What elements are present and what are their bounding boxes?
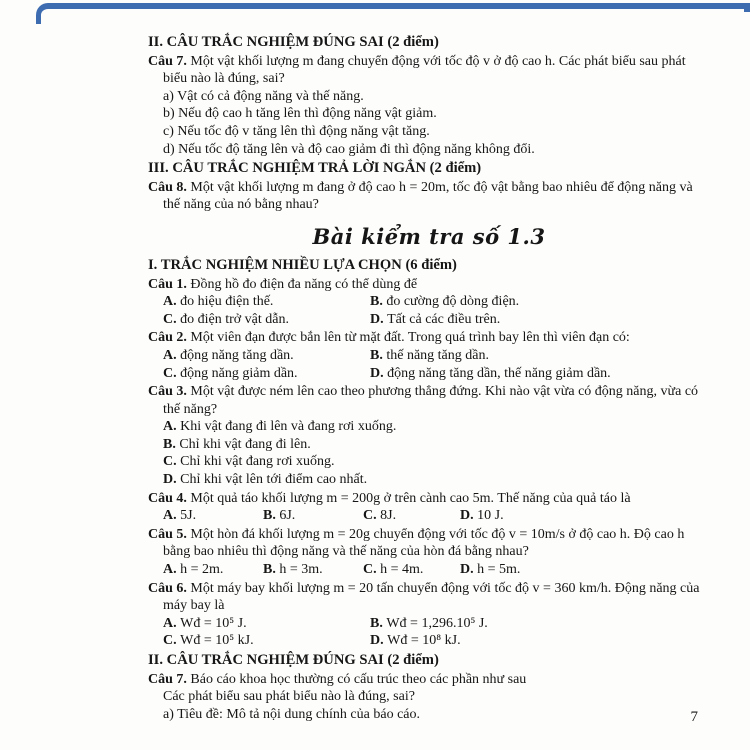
- question: Câu 3. Một vật được ném lên cao theo phương thẳng đứng. Khi nào vật vừa có động năng, vừa có thế năng?: [148, 384, 699, 417]
- option: C. đo điện trở vật dẫn.: [163, 311, 290, 327]
- options-row: [163, 347, 710, 382]
- book-cover-edge-right: [744, 3, 750, 12]
- question: Câu 8. Một vật khối lượng m đang ở độ cao h = 20m, tốc độ vật bằng bao nhiêu để động năng và thế năng của nó bằng nhau?: [148, 179, 693, 213]
- option: B. Wđ = 1,296.10⁵ J.: [370, 615, 488, 631]
- question: Câu 5. Một hòn đá khối lượng m = 20g chuyển động với tốc độ v = 10m/s ở độ cao h. Độ cao h bằng bao nhiêu thì động năng và thế năng của hòn đá bằng nhau?: [148, 526, 685, 560]
- statement-line: Các phát biểu sau phát biểu nào là đúng, sai?: [163, 689, 415, 705]
- option-label: A.: [163, 294, 181, 310]
- option-label: B.: [163, 436, 180, 452]
- option-label: D.: [370, 365, 388, 381]
- option-label: C.: [363, 562, 381, 578]
- option-label: C.: [163, 365, 181, 381]
- option: C. động năng giảm dần.: [163, 365, 298, 381]
- section-heading: I. TRẮC NGHIỆM NHIỀU LỰA CHỌN (6 điểm): [148, 256, 457, 273]
- question-label: Câu 2.: [148, 330, 191, 346]
- question: Câu 2. Một viên đạn được bắn lên từ mặt đất. Trong quá trình bay lên thì viên đạn có:: [148, 330, 630, 346]
- option-label: B.: [370, 294, 387, 310]
- option: A. 5J.: [163, 508, 197, 524]
- options-row: [163, 293, 710, 328]
- question-label: Câu 6.: [148, 580, 191, 596]
- option-label: B.: [370, 615, 387, 631]
- statement-line: a) Tiêu đề: Mô tả nội dung chính của báo cáo.: [163, 706, 421, 722]
- test-title: Bài kiểm tra số 1.3: [312, 223, 546, 249]
- option: B. đo cường độ dòng điện.: [370, 294, 520, 310]
- question-label: Câu 4.: [148, 490, 191, 506]
- question-label: Câu 7.: [148, 53, 191, 69]
- option: D. động năng tăng dần, thế năng giảm dần.: [370, 365, 611, 381]
- option-label: D.: [370, 633, 388, 649]
- option-label: D.: [460, 562, 478, 578]
- option: A. Wđ = 10⁵ J.: [163, 615, 247, 631]
- option: D. Wđ = 10⁸ kJ.: [370, 633, 461, 649]
- option: C. Wđ = 10⁵ kJ.: [163, 633, 254, 649]
- option-line: A. Khi vật đang đi lên và đang rơi xuống.: [163, 419, 397, 435]
- option-line: D. Chỉ khi vật lên tới điểm cao nhất.: [163, 472, 368, 488]
- option: B. h = 3m.: [263, 562, 323, 578]
- question: Câu 7. Báo cáo khoa học thường có cấu trúc theo các phần như sau: [148, 671, 527, 687]
- option-line: C. Chỉ khi vật đang rơi xuống.: [163, 454, 335, 470]
- question-label: Câu 5.: [148, 526, 191, 542]
- options-row: [163, 561, 710, 579]
- option: B. 6J.: [263, 508, 296, 524]
- section-heading: III. CÂU TRẮC NGHIỆM TRẢ LỜI NGẮN (2 điểm): [148, 160, 482, 177]
- option: C. 8J.: [363, 508, 397, 524]
- question: Câu 6. Một máy bay khối lượng m = 20 tấn chuyển động với tốc độ v = 360 km/h. Động năng của máy bay là: [148, 580, 700, 614]
- question-label: Câu 1.: [148, 276, 191, 292]
- option-label: A.: [163, 615, 181, 631]
- statement-line: c) Nếu tốc độ v tăng lên thì động năng vật tăng.: [163, 123, 430, 139]
- option: D. h = 5m.: [460, 562, 521, 578]
- option: B. thế năng tăng dần.: [370, 347, 489, 363]
- option: A. h = 2m.: [163, 562, 224, 578]
- options-row: [163, 507, 710, 525]
- question-label: Câu 8.: [148, 179, 191, 195]
- document-body: [148, 32, 710, 723]
- question-label: Câu 7.: [148, 671, 191, 687]
- option-label: C.: [163, 633, 181, 649]
- statement-line: d) Nếu tốc độ tăng lên và độ cao giảm đi thì động năng không đổi.: [163, 141, 535, 157]
- option-label: D.: [460, 508, 478, 524]
- question: Câu 1. Đồng hồ đo điện đa năng có thể dùng để: [148, 276, 418, 292]
- option: C. h = 4m.: [363, 562, 424, 578]
- question-label: Câu 3.: [148, 384, 191, 400]
- book-cover-edge: [36, 3, 746, 24]
- option-label: B.: [370, 347, 387, 363]
- page-number: 7: [690, 709, 698, 725]
- option-label: A.: [163, 562, 181, 578]
- question: Câu 4. Một quả táo khối lượng m = 200g ở trên cành cao 5m. Thế năng của quả táo là: [148, 490, 631, 506]
- option: D. Tất cả các điều trên.: [370, 311, 501, 327]
- option-label: A.: [163, 347, 181, 363]
- option-label: C.: [163, 454, 181, 470]
- option-label: D.: [370, 311, 388, 327]
- option: D. 10 J.: [460, 508, 504, 524]
- option-label: C.: [363, 508, 381, 524]
- option-label: B.: [263, 508, 280, 524]
- option-label: A.: [163, 508, 181, 524]
- question: Câu 7. Một vật khối lượng m đang chuyển động với tốc độ v ở độ cao h. Các phát biểu sau phát biểu nào là đúng, sai?: [148, 53, 686, 87]
- option-line: B. Chỉ khi vật đang đi lên.: [163, 436, 311, 452]
- option-label: A.: [163, 419, 181, 435]
- option-label: B.: [263, 562, 280, 578]
- option: A. đo hiệu điện thế.: [163, 294, 274, 310]
- section-heading: II. CÂU TRẮC NGHIỆM ĐÚNG SAI (2 điểm): [148, 652, 439, 668]
- statement-line: a) Vật có cả động năng và thế năng.: [163, 88, 364, 104]
- option-label: C.: [163, 311, 181, 327]
- option-label: D.: [163, 472, 181, 488]
- statement-line: b) Nếu độ cao h tăng lên thì động năng vật giảm.: [163, 106, 437, 122]
- section-heading: II. CÂU TRẮC NGHIỆM ĐÚNG SAI (2 điểm): [148, 34, 439, 50]
- options-row: [163, 615, 710, 650]
- option: A. động năng tăng dần.: [163, 347, 294, 363]
